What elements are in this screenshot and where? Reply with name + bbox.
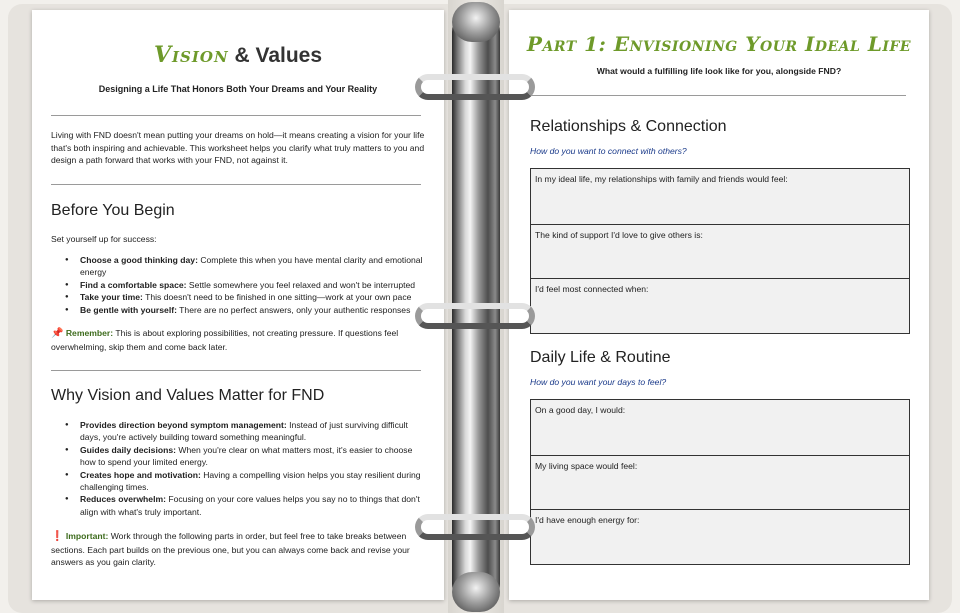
- exclamation-icon: ❗: [51, 531, 64, 542]
- why-heading: Why Vision and Values Matter for FND: [51, 387, 325, 404]
- remember-label: Remember:: [65, 328, 114, 338]
- rod-cap-top: [452, 2, 500, 42]
- prompt-label: The kind of support I'd love to give others is:: [535, 229, 703, 240]
- prompt-label: I'd have enough energy for:: [535, 515, 640, 525]
- remember-note: [51, 327, 423, 353]
- list-item: ● Choose a good thinking day: Complete this when you have mental clarity and emotional energy: [51, 254, 429, 279]
- divider: [51, 370, 421, 371]
- why-list: [51, 419, 423, 518]
- response-boxes: [530, 399, 910, 565]
- before-heading: Before You Begin: [51, 202, 175, 219]
- response-field[interactable]: [531, 455, 909, 510]
- list-item: ● Be gentle with yourself: There are no perfect answers, only your authentic responses: [51, 304, 429, 316]
- list-item: ● Provides direction beyond symptom management: Instead of just surviving difficult days, you're actively building toward something meaningful.: [51, 419, 423, 444]
- prompt-label: On a good day, I would:: [535, 405, 626, 415]
- section-question: How do you want to connect with others?: [530, 146, 687, 156]
- worksheet-left-page: [32, 10, 444, 600]
- list-item: ● Find a comfortable space: Settle somewhere you feel relaxed and won't be interrupted: [51, 279, 429, 291]
- prompt-label: In my ideal life, my relationships with family and friends would feel:: [535, 174, 788, 184]
- list-item: ● Guides daily decisions: When you're clear on what matters most, it's easier to choose how to spend your limited energy.: [51, 444, 423, 469]
- divider: [51, 115, 421, 116]
- important-text: Work through the following parts in order, but feel free to take breaks between sections. Each part builds on the previous one, but you can always come back and revise your answers as you gain clarity.: [51, 531, 410, 568]
- title-rest: & Values: [228, 44, 323, 67]
- list-item: ● Reduces overwhelm: Focusing on your core values helps you say no to things that don't align with what's truly important.: [51, 493, 423, 518]
- before-lead: Set yourself up for success:: [51, 234, 157, 244]
- prompt-label: I'd feel most connected when:: [535, 284, 649, 294]
- intro-paragraph: Living with FND doesn't mean putting your dreams on hold—it means creating a vision for your life that's both inspiring and achievable. This worksheet helps you clarify what truly matters to you and design a path forward that works with your FND, not against it.: [51, 130, 425, 166]
- binder-ring: [415, 303, 535, 329]
- divider: [51, 184, 421, 185]
- section-question: How do you want your days to feel?: [530, 377, 667, 387]
- page-subtitle: Designing a Life That Honors Both Your Dreams and Your Reality: [98, 84, 378, 94]
- part-title: Part 1: Envisioning Your Ideal Life: [526, 32, 912, 56]
- divider: [530, 95, 906, 96]
- response-field[interactable]: [531, 224, 909, 279]
- rod-cap-bottom: [452, 572, 500, 612]
- response-field[interactable]: [531, 278, 909, 333]
- response-field[interactable]: [531, 400, 909, 455]
- response-field[interactable]: [531, 169, 909, 224]
- important-note: [51, 530, 423, 569]
- binder-ring: [415, 514, 535, 540]
- section-heading: Daily Life & Routine: [530, 349, 671, 366]
- worksheet-right-page: [509, 10, 929, 600]
- response-boxes: [530, 168, 910, 334]
- page-title: [32, 42, 444, 68]
- before-list: [51, 254, 429, 316]
- response-field[interactable]: [531, 509, 909, 564]
- section-heading: Relationships & Connection: [530, 118, 727, 135]
- pushpin-icon: 📌: [51, 328, 64, 339]
- list-item: ● Take your time: This doesn't need to be finished in one sitting—work at your own pace: [51, 291, 429, 303]
- binder-ring: [415, 74, 535, 100]
- remember-text: This is about exploring possibilities, not creating pressure. If questions feel overwhelming, skip them and come back later.: [51, 328, 399, 352]
- part-subtitle: What would a fulfilling life look like for you, alongside FND?: [596, 66, 842, 76]
- important-label: Important:: [65, 531, 109, 541]
- list-item: ● Creates hope and motivation: Having a compelling vision helps you stay resilient during challenging times.: [51, 469, 423, 494]
- title-accent: Vision: [153, 42, 229, 68]
- prompt-label: My living space would feel:: [535, 460, 638, 471]
